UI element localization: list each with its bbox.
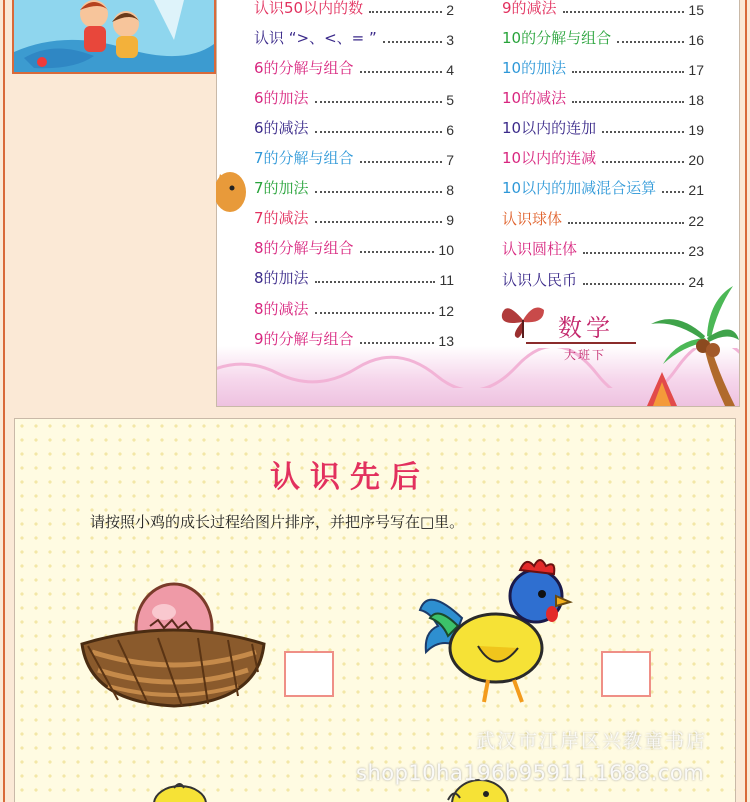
toc-dot-leader [583,282,684,285]
toc-item-page: 9 [446,212,454,228]
toc-item-page: 11 [439,272,454,288]
toc-item[interactable] [502,176,704,198]
toc-item-page: 24 [688,274,704,290]
toc-item-page: 20 [688,152,704,168]
toc-item[interactable] [254,176,454,198]
book-subtitle: 大班下 [564,348,607,362]
toc-item-label: 6的减法 [254,119,309,137]
egg-in-nest-illustration [78,582,268,712]
toc-item-label: 认识50以内的数 [254,0,364,17]
toc-item[interactable] [254,116,454,138]
toc-item-page: 19 [688,122,704,138]
toc-item-label: 8的加法 [254,269,309,287]
toc-item[interactable] [254,327,454,349]
book-title: 数学 [558,314,614,342]
watermark-shop-name: 武汉市江岸区兴教童书店 [476,730,708,752]
toc-item[interactable] [502,86,704,108]
toc-item-page: 10 [438,242,454,258]
toc-item-page: 23 [688,243,704,259]
toc-dot-leader [602,160,684,163]
toc-item-page: 3 [446,32,454,48]
toc-dot-leader [568,221,684,224]
book-cover-thumbnail [12,0,216,74]
toc-item[interactable] [254,297,454,319]
toc-item-label: 认识球体 [502,210,563,228]
toc-dot-leader [662,190,684,193]
toc-item-page: 16 [688,32,704,48]
toc-item[interactable] [502,237,704,259]
toc-item-label: 10以内的连减 [502,149,597,167]
toc-dot-leader [383,40,442,43]
cat-peeking-illustration [216,168,246,216]
toc-item[interactable] [502,146,704,168]
toc-item[interactable] [254,0,454,18]
toc-dot-leader [617,40,684,43]
answer-box-rooster[interactable] [601,651,651,697]
butterfly-icon [500,300,546,340]
toc-item-label: 认识 “>、<、= ” [254,29,377,47]
title-underline [526,342,636,344]
toc-item-page: 2 [446,2,454,18]
rooster-illustration [418,556,574,708]
toc-item-page: 4 [446,62,454,78]
toc-item[interactable] [502,56,704,78]
toc-item-label: 认识人民币 [502,271,578,289]
toc-item[interactable] [254,26,454,48]
toc-item-label: 7的加法 [254,179,309,197]
cover-illustration [14,0,214,72]
toc-dot-leader [369,10,442,13]
toc-item[interactable] [254,146,454,168]
toc-item-page: 15 [688,2,704,18]
toc-item[interactable] [254,266,454,288]
toc-item-label: 8的减法 [254,300,309,318]
toc-dot-leader [360,70,443,73]
toc-item[interactable] [254,236,454,258]
lesson-instruction: 请按照小鸡的成长过程给图片排序，并把序号写在□里。 [90,513,465,531]
toc-item-page: 22 [688,213,704,229]
toc-item-page: 5 [446,92,454,108]
toc-item[interactable] [254,206,454,228]
toc-dot-leader [563,10,685,13]
toc-item-page: 8 [446,182,454,198]
toc-item-page: 17 [688,62,704,78]
toc-dot-leader [315,130,443,133]
toc-item[interactable] [502,0,704,18]
toc-item-label: 9的减法 [502,0,557,17]
toc-item-page: 6 [446,122,454,138]
toc-dot-leader [583,251,684,254]
toc-item[interactable] [502,207,704,229]
toc-item-label: 10以内的加减混合运算 [502,179,657,197]
toc-dot-leader [315,100,443,103]
toc-item-page: 18 [688,92,704,108]
toc-item-label: 10的加法 [502,59,567,77]
toc-dot-leader [360,160,443,163]
toc-item-label: 6的分解与组合 [254,59,354,77]
toc-dot-leader [572,70,684,73]
chick-illustration [150,782,210,802]
toc-item-label: 7的分解与组合 [254,149,354,167]
toc-dot-leader [315,220,443,223]
answer-box-egg[interactable] [284,651,334,697]
palm-tree-illustration [647,280,739,406]
toc-item-label: 10以内的连加 [502,119,597,137]
toc-item[interactable] [502,116,704,138]
toc-dot-leader [602,130,684,133]
toc-item[interactable] [502,268,704,290]
toc-item[interactable] [254,56,454,78]
watermark-shop-url: shop10ha196b95911.1688.com [356,761,705,785]
toc-item-label: 9的分解与组合 [254,330,354,348]
toc-item[interactable] [502,26,704,48]
toc-item-page: 7 [446,152,454,168]
toc-item-label: 10的分解与组合 [502,29,612,47]
toc-item-label: 7的减法 [254,209,309,227]
toc-item-page: 13 [438,333,454,349]
toc-dot-leader [315,280,436,283]
toc-item-label: 8的分解与组合 [254,239,354,257]
toc-dot-leader [315,190,443,193]
lesson-title: 认识先后 [270,460,430,495]
toc-dot-leader [572,100,684,103]
toc-item-label: 6的加法 [254,89,309,107]
toc-item-page: 12 [438,303,454,319]
toc-dot-leader [360,341,435,344]
toc-item[interactable] [254,86,454,108]
toc-item-page: 21 [688,182,704,198]
toc-item-label: 10的减法 [502,89,567,107]
toc-dot-leader [315,311,435,314]
toc-item-label: 认识圆柱体 [502,240,578,258]
toc-dot-leader [360,250,435,253]
